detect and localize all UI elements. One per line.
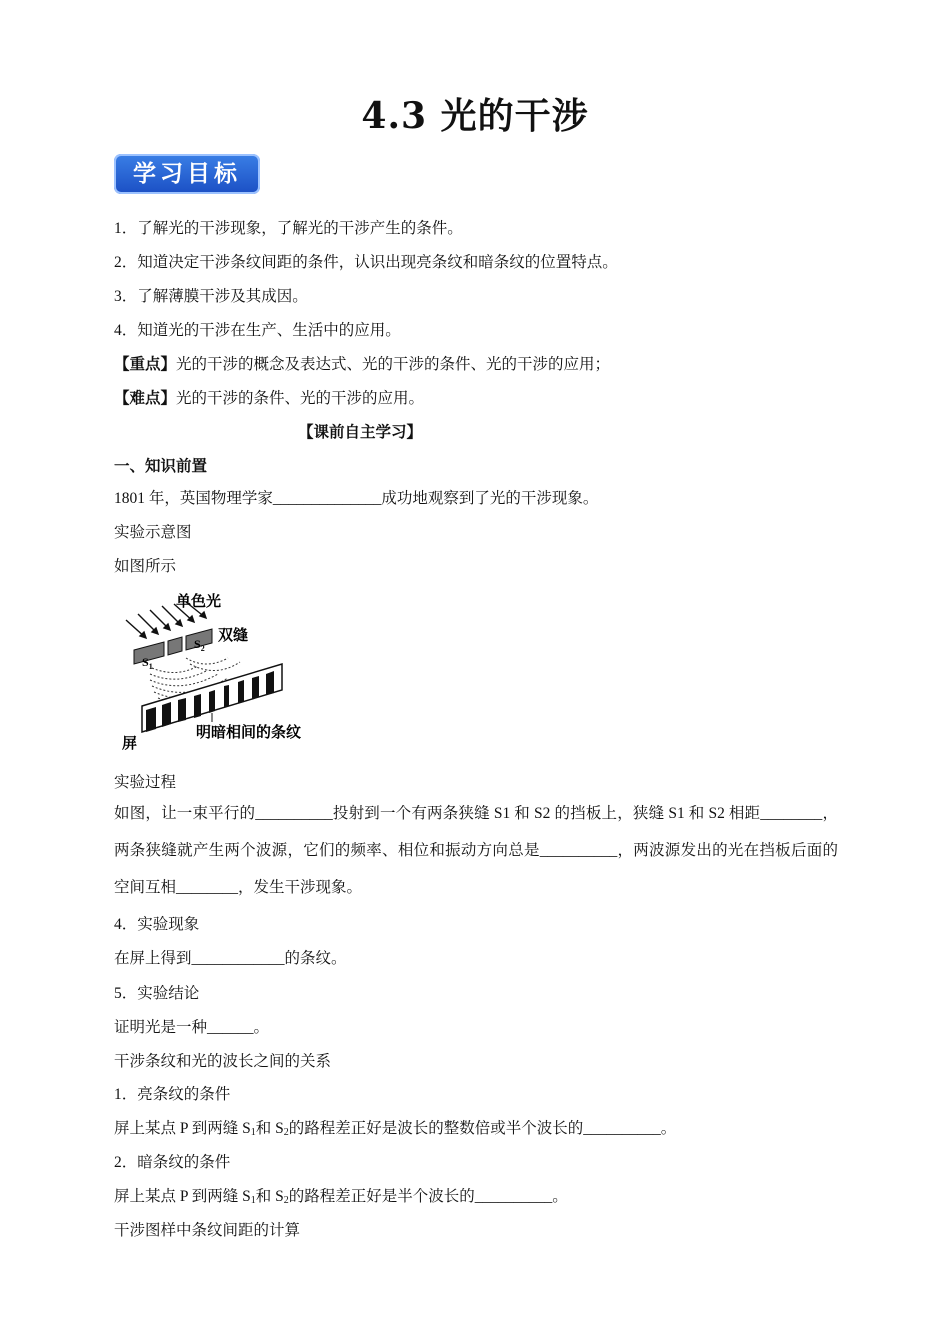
heading-knowledge: 一、知识前置: [114, 458, 208, 475]
exp-process-label: 实验过程: [114, 774, 177, 791]
dark-text: 屏上某点 P 到两缝 $S_1$和 $S_2$的路程差正好是半个波长的__________。: [114, 1188, 568, 1206]
key-point-label: 【重点】: [114, 356, 177, 373]
conclusion-title: 5．实验结论: [114, 985, 200, 1002]
line-1801: 1801 年，英国物理学家______________成功地观察到了光的干涉现象。: [114, 490, 599, 507]
goal-3: 3．了解薄膜干涉及其成因。: [114, 288, 308, 305]
page-title: 4.3 光的干涉: [361, 95, 589, 137]
difficult-point-text: 光的干涉的条件、光的干涉的应用。: [176, 390, 425, 407]
double-slit-figure: [116, 586, 326, 756]
label-s2: $S_2$: [194, 637, 205, 653]
goal-4: 4．知道光的干涉在生产、生活中的应用。: [114, 322, 401, 339]
key-point-text: 光的干涉的概念及表达式、光的干涉的条件、光的干涉的应用；: [176, 356, 611, 373]
key-point: [114, 352, 610, 374]
difficult-point-label: 【难点】: [114, 390, 177, 407]
phenomenon-title: 4．实验现象: [114, 916, 200, 933]
label-fringes: 明暗相间的条纹: [196, 723, 302, 741]
conclusion-text: 证明光是一种______。: [114, 1019, 270, 1036]
bright-title: 1．亮条纹的条件: [114, 1086, 231, 1103]
as-shown-label: 如图所示: [114, 558, 177, 575]
spacing-title: 干涉图样中条纹间距的计算: [114, 1222, 301, 1239]
learning-goals-badge: [114, 154, 260, 194]
goal-1: 1．了解光的干涉现象，了解光的干涉产生的条件。: [114, 220, 463, 237]
goal-2: 2．知道决定干涉条纹间距的条件，认识出现亮条纹和暗条纹的位置特点。: [114, 254, 618, 271]
dark-title: 2．暗条纹的条件: [114, 1154, 231, 1171]
badge-label: 学习目标: [133, 161, 241, 187]
section-title: 【课前自主学习】: [298, 424, 423, 441]
bright-text: 屏上某点 P 到两缝 $S_1$和 $S_2$的路程差正好是波长的整数倍或半个波长的__________。: [114, 1120, 677, 1138]
phenomenon-text: 在屏上得到____________的条纹。: [114, 950, 347, 967]
screen: [142, 664, 282, 732]
label-screen: 屏: [122, 734, 138, 752]
relation-title: 干涉条纹和光的波长之间的关系: [114, 1053, 332, 1070]
process-paragraph: 如图，让一束平行的__________投射到一个有两条狭缝 S1 和 S2 的挡板上，狭缝 S1 和 S2 相距________，两条狭缝就产生两个波源，它们的频率、相位和振动方向总是__________，两波源发出的光在挡板后面的空间互相________，发生干涉现象。: [114, 805, 838, 896]
exp-diagram-label: 实验示意图: [114, 524, 192, 541]
label-double-slit: 双缝: [218, 626, 249, 644]
label-s1: $S_1$: [142, 655, 153, 671]
difficult-point: [114, 386, 424, 408]
label-monochromatic-light: 单色光: [176, 592, 222, 610]
